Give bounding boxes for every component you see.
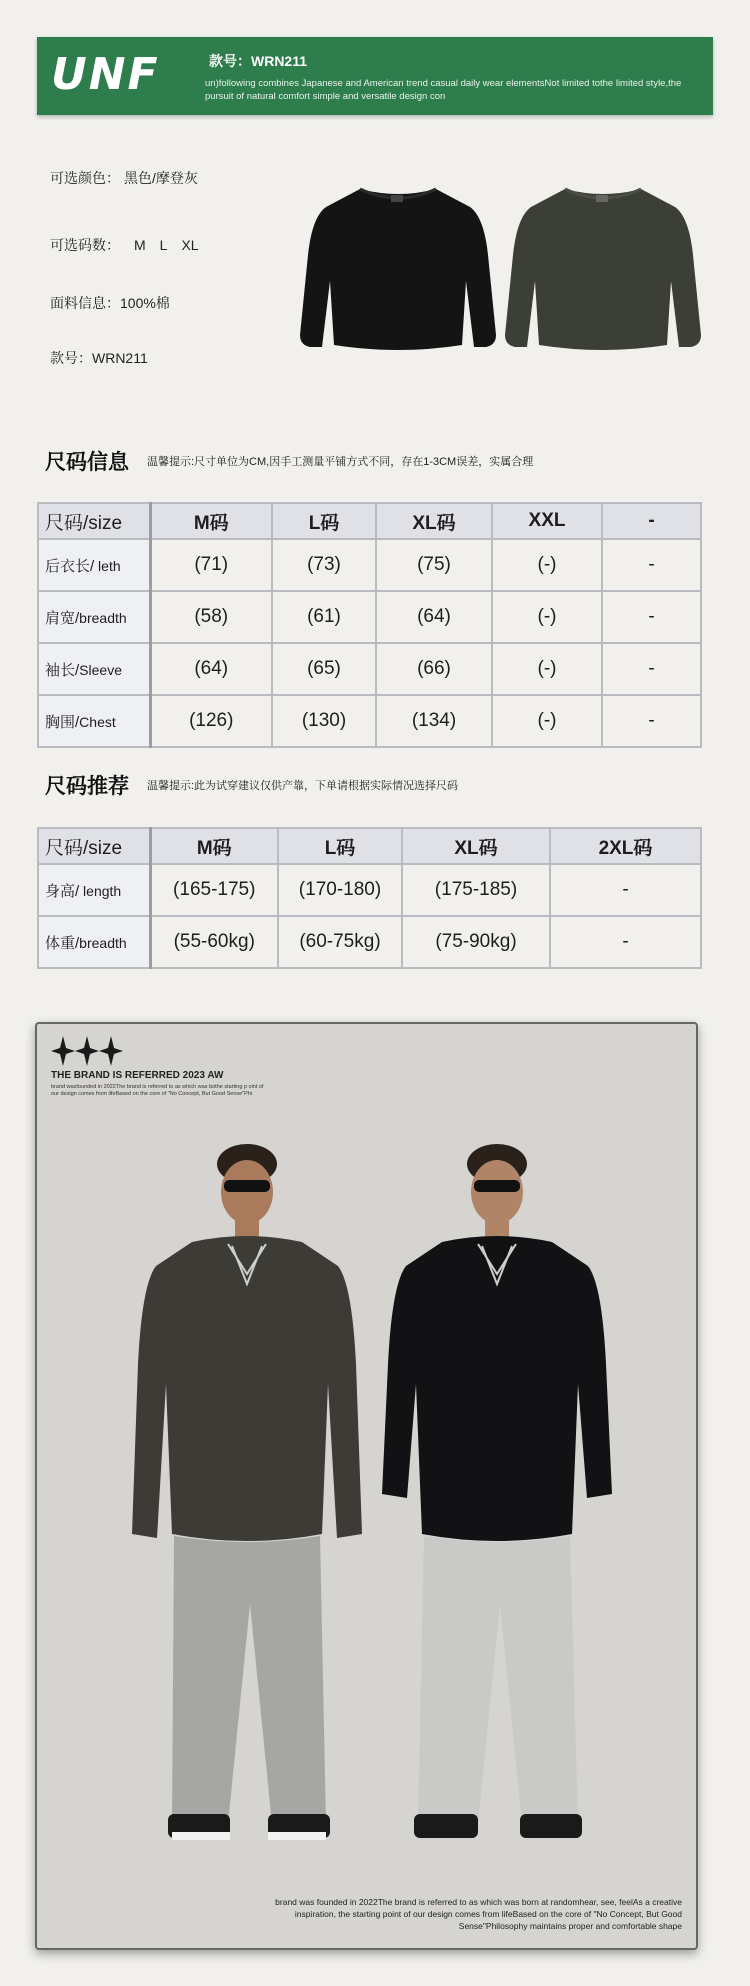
fabric-info-label: 面料信息： — [50, 295, 120, 311]
model-photo-card — [35, 1022, 698, 1950]
table-row — [38, 864, 701, 916]
row-label-en: Sleeve — [79, 661, 122, 678]
style-code-label: 款号： — [50, 350, 92, 366]
table-header-row — [38, 828, 701, 864]
table-cell: - — [602, 591, 701, 643]
sparkle-icon — [51, 1034, 123, 1068]
table-cell: (175-185) — [402, 864, 550, 916]
table-row-header — [38, 539, 150, 591]
banner-style-code: 款号：WRN211 — [209, 53, 308, 69]
table-cell: (126) — [150, 695, 272, 747]
color-options-label: 可选颜色： — [50, 170, 120, 186]
column-header: L码 — [272, 503, 376, 539]
table-cell: (60-75kg) — [278, 916, 402, 968]
table-row-header — [38, 695, 150, 747]
table-row-header — [38, 643, 150, 695]
size-info-tip: 温馨提示:尺寸单位为CM,因手工测量平铺方式不同，存在1-3CM误差，实属合理 — [147, 456, 534, 468]
grey-sweatshirt-image — [503, 185, 703, 357]
table-cell: (170-180) — [278, 864, 402, 916]
table-cell: (58) — [150, 591, 272, 643]
table-cell: (130) — [272, 695, 376, 747]
column-header: L码 — [278, 828, 402, 864]
table-row — [38, 916, 701, 968]
color-options-value: 黑色/摩登灰 — [124, 170, 198, 186]
column-header: XXL — [492, 503, 602, 539]
table-cell: (66) — [376, 643, 492, 695]
table-header-row — [38, 503, 701, 539]
table-cell: (-) — [492, 643, 602, 695]
table-cell: (75) — [376, 539, 492, 591]
row-label-zh: 体重/ — [45, 934, 80, 952]
table-cell: - — [550, 864, 701, 916]
size-options-label: 可选码数： — [50, 237, 120, 253]
style-code-value: WRN211 — [92, 350, 148, 366]
table-cell: (-) — [492, 591, 602, 643]
size-options — [50, 235, 199, 255]
size-option: M — [134, 237, 146, 253]
brand-line: THE BRAND IS REFERRED 2023 AW — [51, 1070, 224, 1081]
table-row-header — [38, 864, 150, 916]
table-cell: (64) — [376, 591, 492, 643]
column-header: 2XL码 — [550, 828, 701, 864]
model-grey-sweatshirt — [132, 1134, 362, 1854]
row-label-en: length — [79, 882, 122, 899]
table-cell: (165-175) — [150, 864, 278, 916]
table-cell: (-) — [492, 695, 602, 747]
row-label-en: Chest — [79, 713, 116, 730]
row-label-zh: 袖长/ — [45, 661, 80, 679]
table-cell: - — [550, 916, 701, 968]
brand-logo: UNF — [51, 49, 160, 100]
column-header: XL码 — [402, 828, 550, 864]
table-row-header: 尺码/size — [38, 503, 150, 539]
table-row-header — [38, 916, 150, 968]
brand-footer-text: brand was founded in 2022The brand is referred to as which was born at randomhear, see, feelAs a creative inspiration, the starting point of our design comes from lifeBased on the core of "No Concept, But Good Sense"Philosophy maintains proper and comfortable shape — [275, 1897, 682, 1931]
table-row — [38, 695, 701, 747]
table-cell: (73) — [272, 539, 376, 591]
header-banner — [37, 37, 713, 115]
table-cell: - — [602, 643, 701, 695]
size-info-table — [37, 502, 702, 748]
brand-small-text: brand wasfounded in 2022The brand is referred to as which was bothe starting p oint of our design comes from lifeBased on the core of "No Concept, But Good Sense"Phi — [51, 1084, 264, 1097]
row-label-zh: 胸围/ — [45, 713, 80, 731]
banner-description: un)following combines Japanese and American trend casual daily wear elementsNot limited tothe limited style,the pursuit of natural comfort simple and versatile design con — [205, 78, 682, 102]
fabric-info — [50, 293, 170, 313]
table-row — [38, 591, 701, 643]
table-row — [38, 539, 701, 591]
size-info-title: 尺码信息 — [45, 451, 129, 474]
size-option: L — [159, 237, 168, 253]
row-label-en: breadth — [79, 934, 127, 951]
table-cell: (61) — [272, 591, 376, 643]
row-label-zh: 后衣长/ — [45, 557, 95, 575]
table-row-header: 尺码/size — [38, 828, 150, 864]
table-cell: (75-90kg) — [402, 916, 550, 968]
table-cell: - — [602, 695, 701, 747]
size-recommend-table — [37, 827, 702, 969]
model-black-sweatshirt — [382, 1134, 612, 1854]
table-cell: (71) — [150, 539, 272, 591]
table-row — [38, 643, 701, 695]
style-code — [50, 348, 148, 368]
column-header: - — [602, 503, 701, 539]
column-header: M码 — [150, 503, 272, 539]
table-cell: (55-60kg) — [150, 916, 278, 968]
table-cell: (64) — [150, 643, 272, 695]
table-row-header — [38, 591, 150, 643]
column-header: M码 — [150, 828, 278, 864]
fabric-info-value: 100%棉 — [120, 295, 170, 311]
row-label-en: leth — [94, 557, 121, 574]
table-cell: (134) — [376, 695, 492, 747]
size-option: XL — [181, 237, 199, 253]
row-label-zh: 身高/ — [45, 882, 80, 900]
size-recommend-tip: 温馨提示:此为试穿建议仅供产靠，下单请根据实际情况选择尺码 — [147, 780, 459, 792]
table-cell: (-) — [492, 539, 602, 591]
black-sweatshirt-image — [298, 185, 498, 357]
row-label-zh: 肩宽/ — [45, 609, 80, 627]
row-label-en: breadth — [79, 609, 127, 626]
table-cell: - — [602, 539, 701, 591]
table-cell: (65) — [272, 643, 376, 695]
column-header: XL码 — [376, 503, 492, 539]
size-recommend-title: 尺码推荐 — [45, 775, 129, 798]
color-options — [50, 168, 198, 188]
